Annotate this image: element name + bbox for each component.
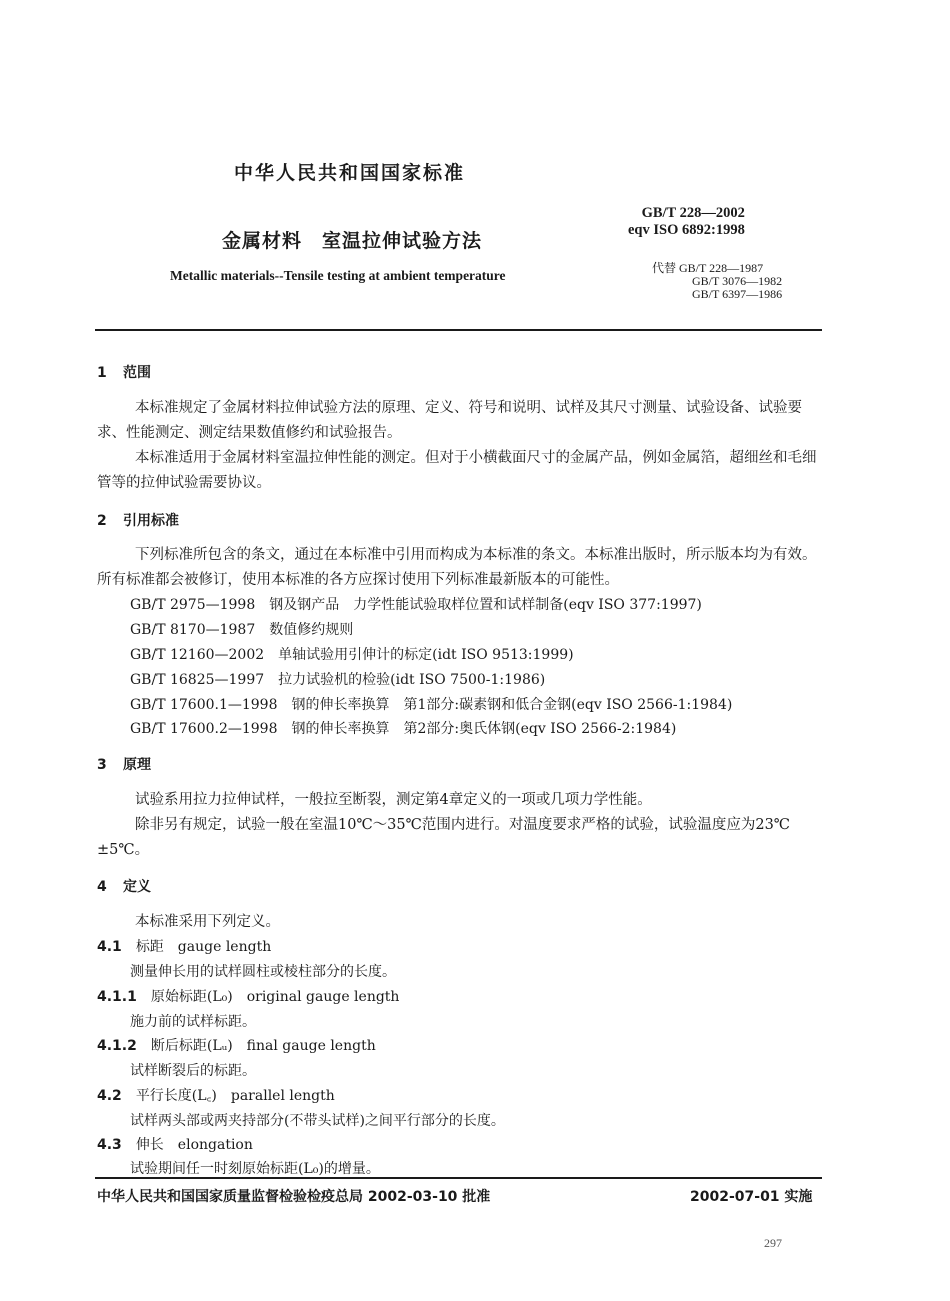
reference-item: GB/T 17600.2—1998 钢的伸长率换算 第2部分:奥氏体钢(eqv ISO 2566-2:1984)	[130, 721, 677, 737]
section-3-heading	[97, 754, 151, 774]
equivalent-standard: eqv ISO 6892:1998	[628, 222, 745, 238]
section-number: 4	[97, 879, 107, 895]
definition-text: 测量伸长用的试样圆柱或棱柱部分的长度。	[130, 964, 396, 980]
section-2-heading	[97, 510, 179, 530]
page-number: 297	[764, 1236, 782, 1250]
section-4-paragraph-1: 本标准采用下列定义。	[135, 914, 280, 930]
definition-number: 4.2	[97, 1088, 122, 1104]
national-standard-label: 中华人民共和国国家标准	[234, 162, 466, 184]
reference-item: GB/T 17600.1—1998 钢的伸长率换算 第1部分:碳素钢和低合金钢(eqv ISO 2566-1:1984)	[130, 697, 733, 713]
section-3-paragraph-2: 除非另有规定，试验一般在室温10℃～35℃范围内进行。对温度要求严格的试验，试验温度应为23℃±5℃。	[97, 817, 791, 858]
section-title: 原理	[123, 757, 151, 773]
header-divider	[95, 329, 822, 331]
definition-name: 标距 gauge length	[135, 939, 272, 955]
section-number: 1	[97, 365, 107, 381]
section-1-paragraph-1: 本标准规定了金属材料拉伸试验方法的原理、定义、符号和说明、试样及其尺寸测量、试验设备、试验要求、性能测定、测定结果数值修约和试验报告。	[97, 400, 802, 441]
footer-divider	[95, 1177, 822, 1179]
definition-number: 4.1.2	[97, 1038, 137, 1054]
section-number: 2	[97, 513, 107, 529]
definition-number: 4.1.1	[97, 989, 137, 1005]
definition-term	[97, 1134, 253, 1154]
standard-code-block	[628, 205, 745, 239]
definition-name: 断后标距(Lᵤ) final gauge length	[150, 1038, 376, 1054]
definition-text: 试样断裂后的标距。	[130, 1063, 256, 1079]
definition-text: 施力前的试样标距。	[130, 1014, 256, 1030]
reference-item: GB/T 12160—2002 单轴试验用引伸计的标定(idt ISO 9513:1999)	[130, 647, 574, 663]
section-1-heading	[97, 362, 151, 382]
definition-term	[97, 986, 399, 1006]
definition-number: 4.1	[97, 939, 122, 955]
definition-term	[97, 1035, 376, 1055]
definition-name: 伸长 elongation	[135, 1137, 253, 1153]
document-title-en: Metallic materials--Tensile testing at ambient temperature	[170, 268, 506, 283]
reference-item: GB/T 2975—1998 钢及钢产品 力学性能试验取样位置和试样制备(eqv ISO 377:1997)	[130, 597, 702, 613]
section-number: 3	[97, 757, 107, 773]
replaced-standard-2: GB/T 3076—1982	[692, 274, 783, 288]
section-title: 范围	[123, 365, 151, 381]
document-title-cn: 金属材料 室温拉伸试验方法	[222, 230, 483, 252]
definition-term	[97, 1085, 335, 1105]
replaced-standard-3: GB/T 6397—1986	[692, 287, 783, 301]
section-title: 定义	[123, 879, 151, 895]
replaces-label: 代替	[652, 261, 677, 275]
reference-item: GB/T 8170—1987 数值修约规则	[130, 622, 354, 638]
section-1-paragraph-2: 本标准适用于金属材料室温拉伸性能的测定。但对于小横截面尺寸的金属产品，例如金属箔，超细丝和毛细管等的拉伸试验需要协议。	[97, 450, 817, 491]
definition-name: 原始标距(L₀) original gauge length	[150, 989, 400, 1005]
section-2-paragraph-1: 下列标准所包含的条文，通过在本标准中引用而构成为本标准的条文。本标准出版时，所示版本均为有效。所有标准都会被修订，使用本标准的各方应探讨使用下列标准最新版本的可能性。	[97, 547, 817, 588]
reference-item: GB/T 16825—1997 拉力试验机的检验(idt ISO 7500-1:1986)	[130, 672, 546, 688]
section-3-paragraph-1: 试验系用拉力拉伸试样，一般拉至断裂，测定第4章定义的一项或几项力学性能。	[135, 792, 652, 808]
effective-date: 2002-07-01 实施	[690, 1189, 813, 1205]
section-title: 引用标准	[123, 513, 179, 529]
replaced-standard-1: GB/T 228—1987	[679, 261, 764, 275]
definition-name: 平行长度(L꜀) parallel length	[135, 1088, 335, 1104]
section-4-heading	[97, 876, 151, 896]
definition-term	[97, 936, 271, 956]
definition-text: 试验期间任一时刻原始标距(L₀)的增量。	[130, 1161, 380, 1177]
replaces-block	[652, 262, 782, 301]
definition-number: 4.3	[97, 1137, 122, 1153]
standard-code: GB/T 228—2002	[641, 205, 745, 221]
definition-text: 试样两头部或两夹持部分(不带头试样)之间平行部分的长度。	[130, 1113, 505, 1129]
issuer-approval: 中华人民共和国国家质量监督检验检疫总局 2002-03-10 批准	[97, 1189, 491, 1205]
